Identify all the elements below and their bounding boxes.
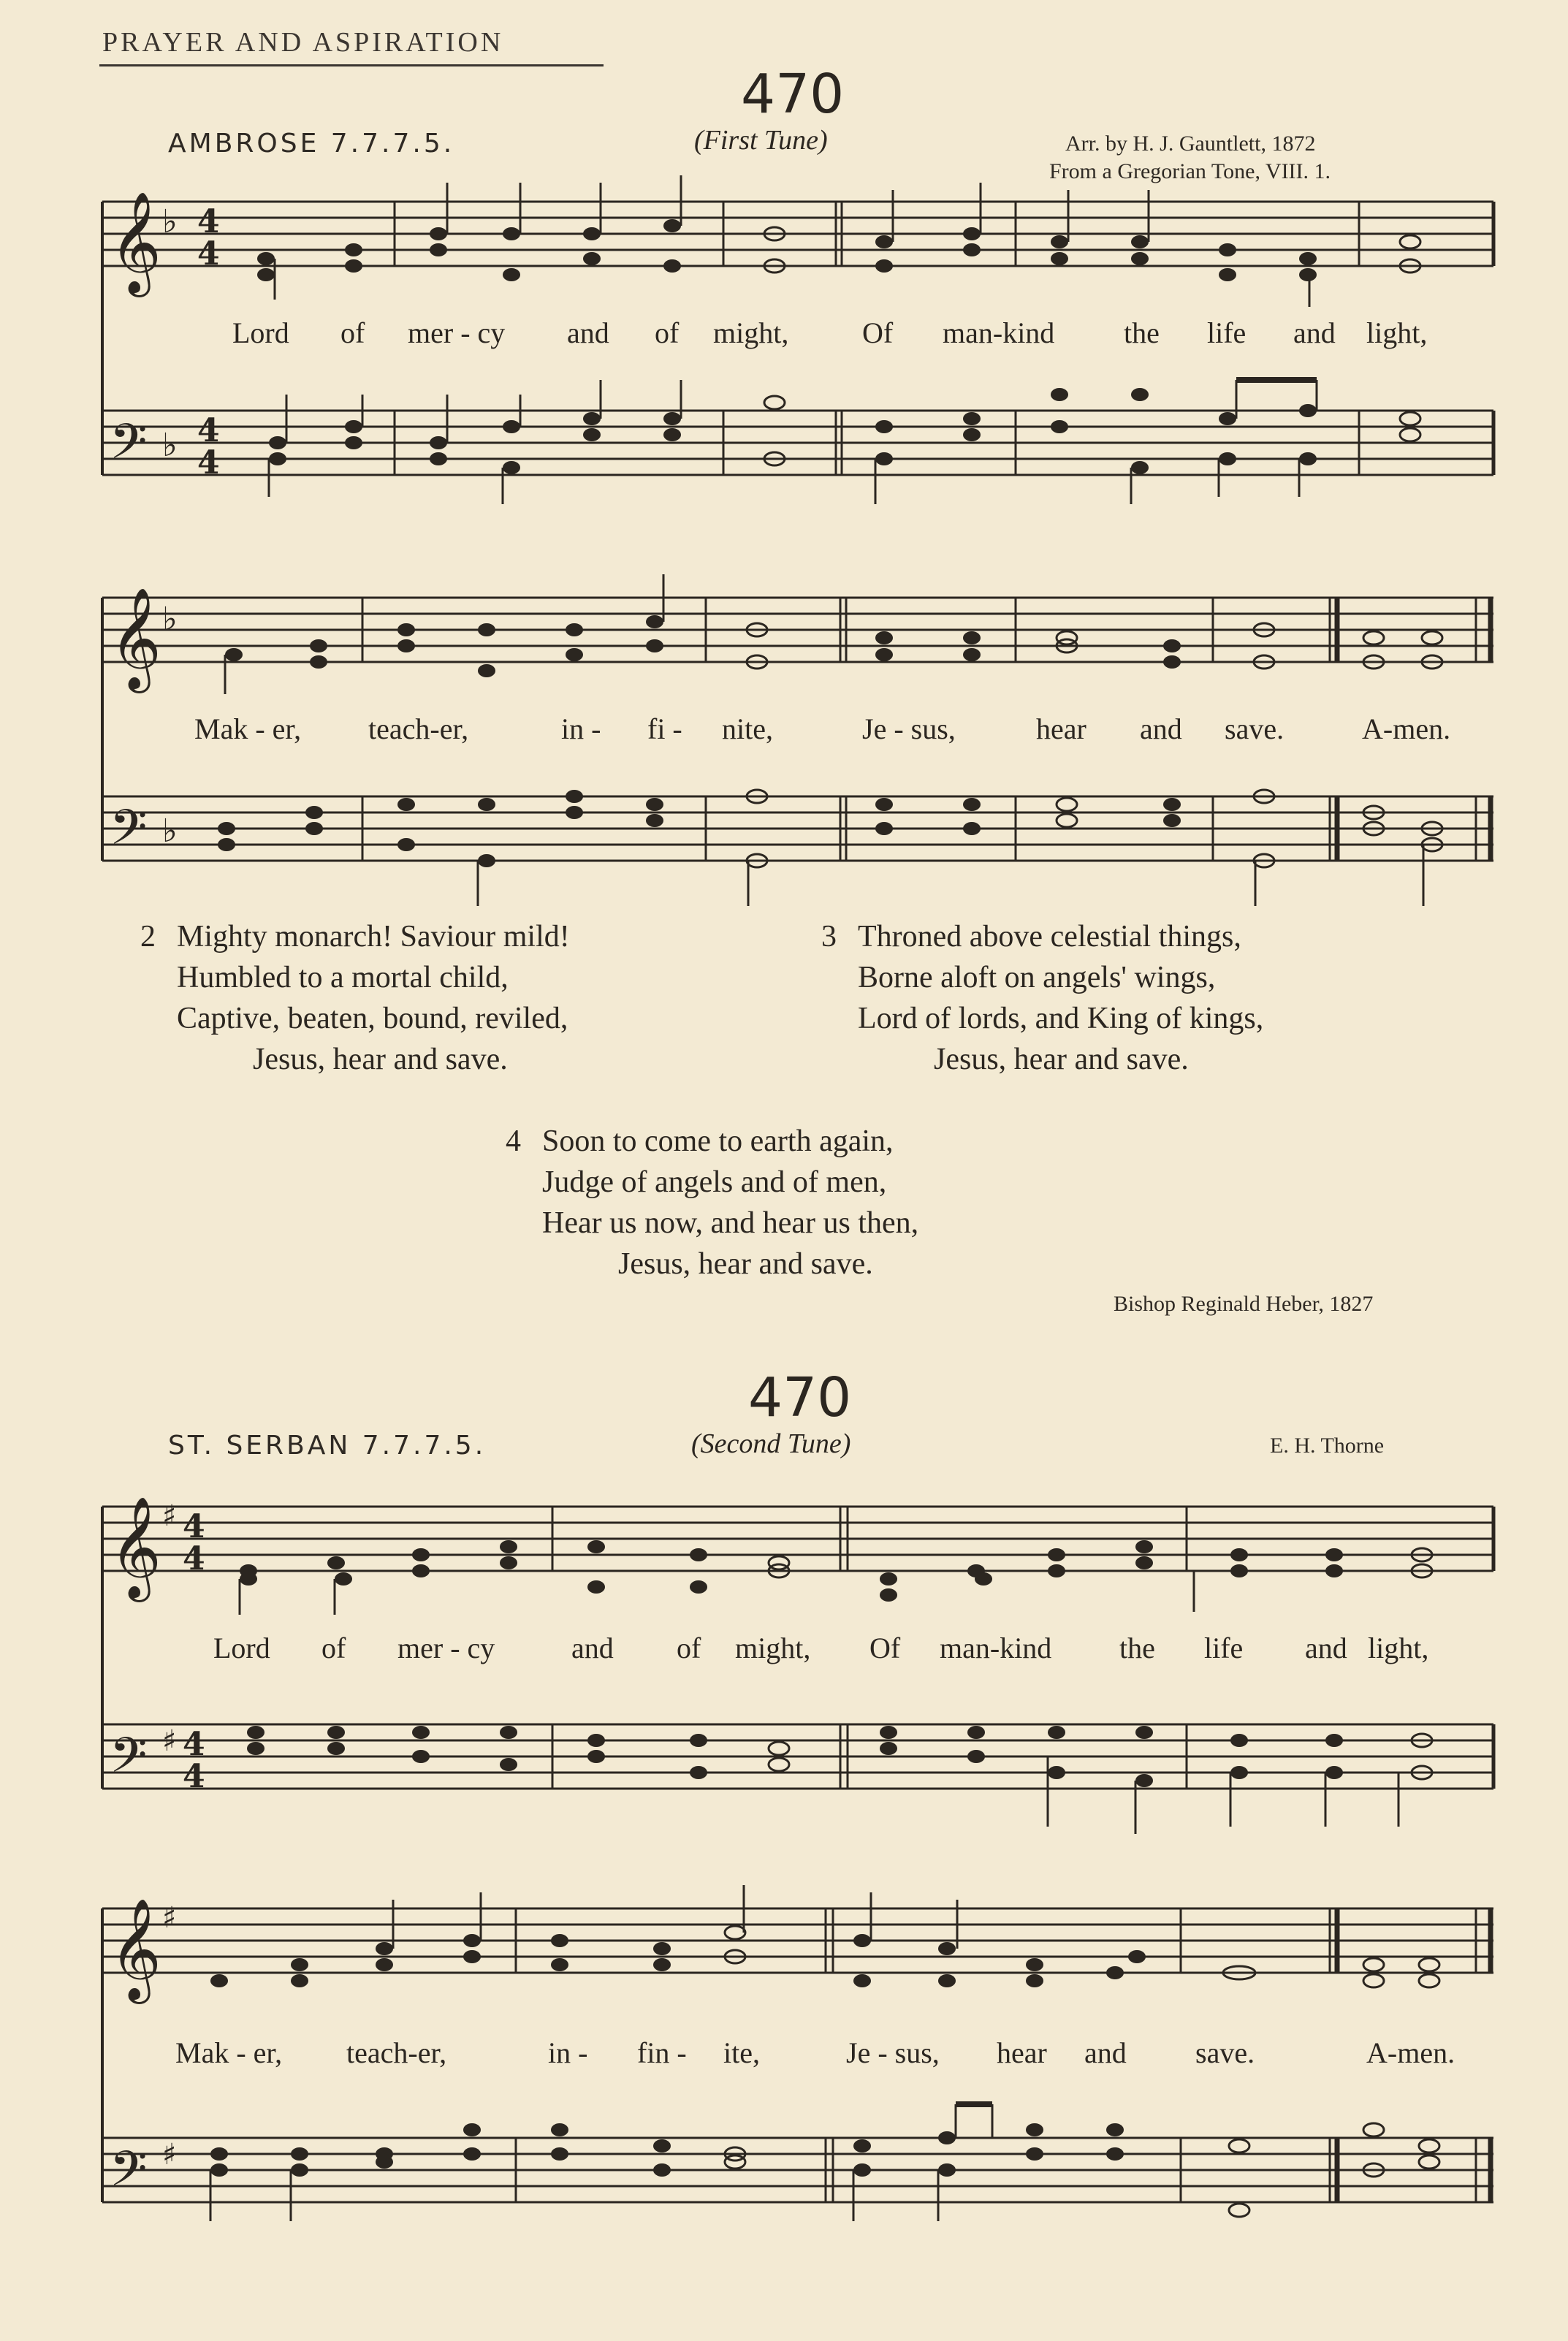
lyric: Of xyxy=(869,1632,901,1664)
lyric: ite, xyxy=(723,2036,760,2069)
hymn-number-first: 470 xyxy=(741,63,845,126)
lyric: save. xyxy=(1225,712,1285,745)
svg-text:4: 4 xyxy=(183,1540,205,1577)
lyric: man-kind xyxy=(943,316,1055,349)
lyric: teach-er, xyxy=(368,712,469,745)
lyric: in - xyxy=(561,712,601,745)
svg-text:♯: ♯ xyxy=(162,2137,177,2171)
hymn-author: Bishop Reginald Heber, 1827 xyxy=(1114,1292,1374,1316)
lyric: Lord xyxy=(213,1632,270,1664)
verse-line: Hear us now, and hear us then, xyxy=(542,1206,919,1240)
lyric: of xyxy=(340,316,365,349)
svg-text:♭: ♭ xyxy=(162,812,178,850)
svg-text:4: 4 xyxy=(197,412,220,449)
lyric: nite, xyxy=(722,712,773,745)
verse-line: Captive, beaten, bound, reviled, xyxy=(177,1002,568,1035)
svg-text:4: 4 xyxy=(183,1726,205,1763)
hymn-number-second: 470 xyxy=(748,1366,852,1429)
svg-text:4: 4 xyxy=(197,203,220,240)
verse-line: Jesus, hear and save. xyxy=(253,1043,508,1076)
verse-line: Jesus, hear and save. xyxy=(934,1043,1189,1076)
svg-text:♯: ♯ xyxy=(162,1499,177,1533)
bass-clef-icon: 𝄢 xyxy=(110,414,148,481)
lyric: the xyxy=(1119,1632,1155,1664)
tune-name-ambrose: AMBROSE 7.7.7.5. xyxy=(168,129,455,159)
svg-text:4: 4 xyxy=(183,1758,205,1795)
svg-text:4: 4 xyxy=(197,235,220,273)
lyric: man-kind xyxy=(940,1632,1052,1664)
lyric: and xyxy=(1305,1632,1347,1664)
verse-line: Judge of angels and of men, xyxy=(542,1165,887,1199)
lyric: Je - sus, xyxy=(862,712,956,745)
lyric: hear xyxy=(997,2036,1047,2069)
lyric: mer - cy xyxy=(397,1632,495,1664)
lyric: and xyxy=(567,316,609,349)
lyric: of xyxy=(677,1632,701,1664)
lyric: might, xyxy=(735,1632,811,1664)
tune-label-first: (First Tune) xyxy=(694,125,828,156)
verse-number: 2 xyxy=(140,920,156,953)
lyric: life xyxy=(1204,1632,1244,1664)
lyric: and xyxy=(1084,2036,1127,2069)
svg-text:𝄞: 𝄞 xyxy=(110,1496,161,1598)
verse-line: Humbled to a mortal child, xyxy=(177,961,509,994)
svg-text:♭: ♭ xyxy=(162,601,178,638)
lyric: Mak - er, xyxy=(194,712,302,745)
lyric: fi - xyxy=(647,712,682,745)
svg-text:♭: ♭ xyxy=(162,203,178,240)
verse-line: Borne aloft on angels' wings, xyxy=(858,961,1216,994)
verse-line: Jesus, hear and save. xyxy=(618,1247,873,1281)
svg-text:𝄞: 𝄞 xyxy=(110,1898,161,2000)
tune-name-st-serban: ST. SERBAN 7.7.7.5. xyxy=(168,1431,487,1461)
lyric: light, xyxy=(1368,1632,1429,1664)
lyric: teach-er, xyxy=(346,2036,447,2069)
verse-line: Soon to come to earth again, xyxy=(542,1124,894,1158)
svg-text:𝄢: 𝄢 xyxy=(110,799,148,867)
lyric: Lord xyxy=(232,316,289,349)
svg-text:4: 4 xyxy=(197,444,220,481)
lyric: and xyxy=(1293,316,1336,349)
lyric: Mak - er, xyxy=(175,2036,283,2069)
verse-number: 4 xyxy=(506,1124,521,1158)
tune-label-second: (Second Tune) xyxy=(691,1428,851,1459)
verse-line: Lord of lords, and King of kings, xyxy=(858,1002,1264,1035)
lyric: save. xyxy=(1195,2036,1255,2069)
verse-line: Mighty monarch! Saviour mild! xyxy=(177,920,570,953)
svg-text:𝄢: 𝄢 xyxy=(110,2141,148,2209)
verse-number: 3 xyxy=(821,920,837,953)
lyric: and xyxy=(571,1632,614,1664)
treble-clef-icon: 𝄞 xyxy=(110,191,161,293)
lyric: might, xyxy=(713,316,789,349)
lyric: A-men. xyxy=(1366,2036,1455,2069)
lyric: light, xyxy=(1366,316,1428,349)
section-title: PRAYER AND ASPIRATION xyxy=(102,27,504,58)
lyric: mer - cy xyxy=(408,316,506,349)
lyric: fin - xyxy=(637,2036,687,2069)
lyric: of xyxy=(655,316,680,349)
lyric: of xyxy=(321,1632,346,1664)
source-credit: From a Gregorian Tone, VIII. 1. xyxy=(1049,159,1331,183)
svg-text:4: 4 xyxy=(183,1508,205,1545)
lyric: hear xyxy=(1036,712,1086,745)
lyric: and xyxy=(1140,712,1182,745)
svg-text:♯: ♯ xyxy=(162,1724,177,1758)
svg-text:♯: ♯ xyxy=(162,1900,177,1935)
lyric: A-men. xyxy=(1362,712,1451,745)
composer-credit: Arr. by H. J. Gauntlett, 1872 xyxy=(1065,132,1316,156)
lyric: Je - sus, xyxy=(846,2036,940,2069)
verse-line: Throned above celestial things, xyxy=(858,920,1241,953)
lyric: life xyxy=(1207,316,1247,349)
svg-text:𝄢: 𝄢 xyxy=(110,1727,148,1795)
lyric: Of xyxy=(862,316,894,349)
svg-text:♭: ♭ xyxy=(162,427,178,464)
svg-text:𝄞: 𝄞 xyxy=(110,587,161,689)
lyric: in - xyxy=(548,2036,588,2069)
composer-credit-thorne: E. H. Thorne xyxy=(1270,1434,1385,1458)
header-rule xyxy=(99,64,604,66)
lyric: the xyxy=(1124,316,1160,349)
